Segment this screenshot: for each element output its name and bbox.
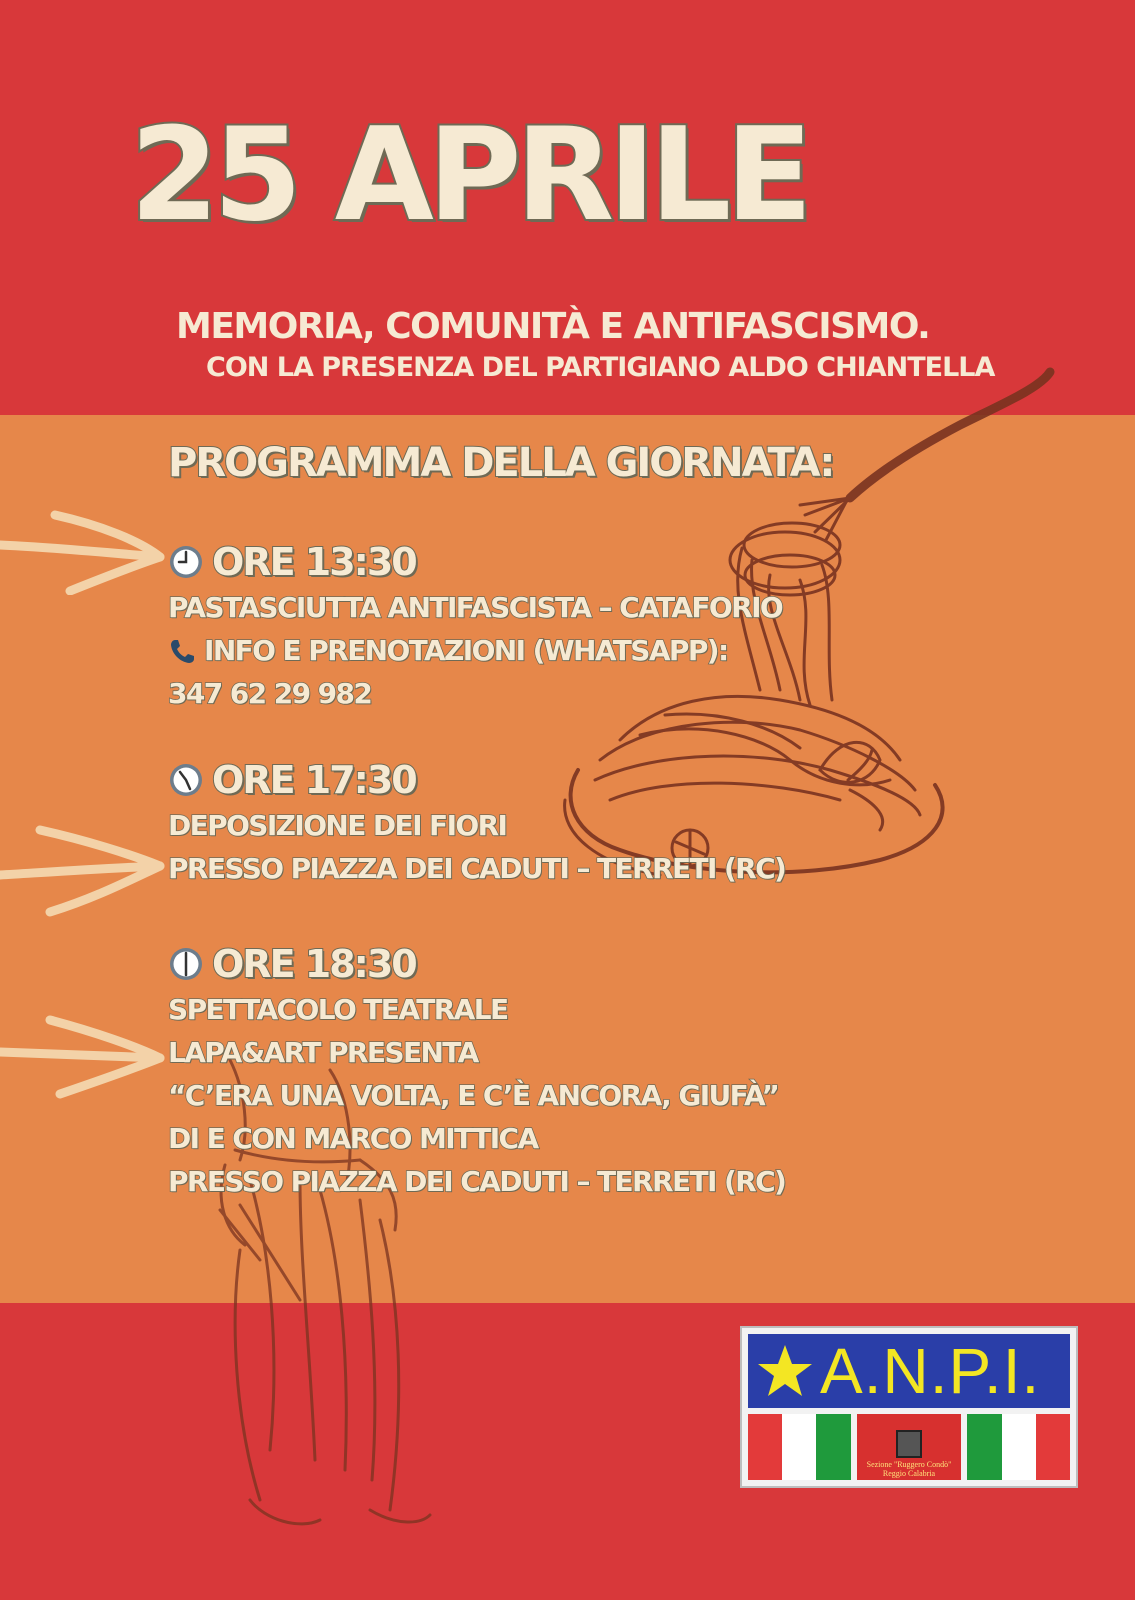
event-time-row — [168, 756, 785, 804]
anpi-logo — [740, 1326, 1078, 1488]
arrow-icon — [0, 1010, 175, 1100]
section-city: Reggio Calabria — [882, 1469, 936, 1478]
event-time: ORE 17:30 — [212, 758, 416, 802]
poster-subtitle-guest: CON LA PRESENZA DEL PARTIGIANO ALDO CHIANTELLA — [206, 352, 995, 383]
portrait-image — [896, 1430, 922, 1458]
event-time-row — [168, 940, 785, 988]
event-description: SPETTACOLO TEATRALE — [168, 993, 508, 1026]
event-block-2 — [168, 756, 785, 890]
italian-flag — [967, 1414, 1070, 1480]
poster-title: 25 APRILE — [130, 101, 807, 250]
event-description: PASTASCIUTTA ANTIFASCISTA – CATAFORIO — [168, 591, 783, 624]
event-info-row — [168, 629, 782, 672]
event-performer: DI E CON MARCO MITTICA — [168, 1122, 538, 1155]
anpi-logo-flags — [748, 1414, 1070, 1480]
poster-subtitle: MEMORIA, COMUNITÀ E ANTIFASCISMO. — [176, 306, 930, 347]
arrow-icon — [0, 505, 175, 595]
clock-icon — [168, 544, 204, 580]
event-phone-number: 347 62 29 982 — [168, 677, 372, 710]
event-presenter: LAPA&ART PRESENTA — [168, 1036, 478, 1069]
event-description: DEPOSIZIONE DEI FIORI — [168, 809, 507, 842]
section-seal — [857, 1414, 962, 1480]
clock-icon — [168, 762, 204, 798]
event-show-title: “C’ERA UNA VOLTA, E C’È ANCORA, GIUFÀ” — [168, 1079, 779, 1112]
event-time-row — [168, 538, 782, 586]
anpi-logo-text: A.N.P.I. — [820, 1335, 1041, 1407]
section-name: Sezione "Ruggero Condò" — [866, 1460, 952, 1469]
event-time: ORE 18:30 — [212, 942, 416, 986]
phone-icon — [168, 636, 198, 666]
arrow-icon — [0, 820, 175, 920]
event-location: PRESSO PIAZZA DEI CADUTI – TERRETI (RC) — [168, 852, 786, 885]
event-block-3 — [168, 940, 785, 1203]
star-icon — [756, 1343, 814, 1399]
event-time: ORE 13:30 — [212, 540, 416, 584]
program-heading: PROGRAMMA DELLA GIORNATA: — [168, 440, 834, 486]
anpi-logo-banner — [748, 1334, 1070, 1408]
italian-flag — [748, 1414, 851, 1480]
event-info-text: INFO E PRENOTAZIONI (WHATSAPP): — [204, 634, 728, 667]
event-block-1 — [168, 538, 782, 715]
clock-icon — [168, 946, 204, 982]
event-location: PRESSO PIAZZA DEI CADUTI – TERRETI (RC) — [168, 1165, 786, 1198]
